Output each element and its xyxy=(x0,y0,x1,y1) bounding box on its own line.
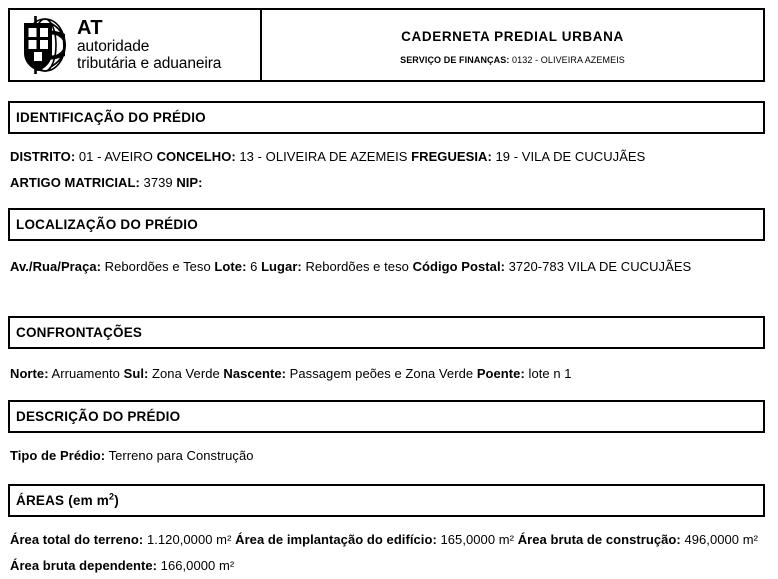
field-value-concelho: 13 - OLIVEIRA DE AZEMEIS xyxy=(235,149,412,164)
field-label-sul: Sul: xyxy=(123,366,149,381)
field-label-area-implantacao: Área de implantação do edifício: xyxy=(235,532,437,547)
field-label-lugar: Lugar: xyxy=(261,259,302,274)
section-title-areas-superscript: 2 xyxy=(108,491,115,502)
document-title: CADERNETA PREDIAL URBANA xyxy=(401,29,624,44)
field-label-tipo-predio: Tipo de Prédio: xyxy=(10,448,106,463)
field-label-area-total-terreno: Área total do terreno: xyxy=(10,532,144,547)
logo-line-at: AT xyxy=(77,16,103,39)
field-label-concelho: CONCELHO: xyxy=(156,149,236,164)
field-label-area-bruta-dependente: Área bruta dependente: xyxy=(10,558,158,573)
section-title-identificacao: IDENTIFICAÇÃO DO PRÉDIO xyxy=(16,110,206,125)
field-value-codigo-postal: 3720-783 VILA DE CUCUJÃES xyxy=(504,259,692,274)
header-title-cell xyxy=(262,10,763,80)
section-body-localizacao xyxy=(10,254,758,280)
section-body-descricao xyxy=(10,443,758,469)
document-header xyxy=(8,8,765,82)
finance-office-value: 0132 - OLIVEIRA AZEMEIS xyxy=(509,55,625,65)
field-value-sul: Zona Verde xyxy=(148,366,224,381)
text-line xyxy=(10,170,758,196)
field-value-rua: Rebordões e Teso xyxy=(101,259,215,274)
field-label-area-bruta-construcao: Área bruta de construção: xyxy=(517,532,681,547)
field-label-freguesia: FREGUESIA: xyxy=(411,149,492,164)
section-header-confrontacoes xyxy=(8,316,765,349)
finance-office-label: SERVIÇO DE FINANÇAS: xyxy=(400,55,510,65)
logo-line-tributaria: tributária e aduaneira xyxy=(77,54,222,72)
field-label-artigo-matricial: ARTIGO MATRICIAL: xyxy=(10,175,140,190)
field-label-poente: Poente: xyxy=(476,366,525,381)
section-title-areas xyxy=(16,493,119,508)
section-title-areas-tail: ) xyxy=(114,493,119,508)
field-value-area-bruta-dependente: 166,0000 m² xyxy=(157,558,235,573)
logo-line-autoridade: autoridade xyxy=(77,38,150,56)
field-value-norte: Arruamento xyxy=(48,366,124,381)
text-line xyxy=(10,443,758,469)
field-value-nascente: Passagem peões e Zona Verde xyxy=(286,366,477,381)
header-logo-wordmark xyxy=(77,18,221,72)
text-line xyxy=(10,144,758,170)
section-title-areas-text: ÁREAS (em m xyxy=(16,493,109,508)
field-value-tipo-predio: Terreno para Construção xyxy=(105,448,254,463)
field-value-poente: lote n 1 xyxy=(524,366,572,381)
portugal-shield-armillary-icon xyxy=(18,15,70,75)
section-body-identificacao xyxy=(10,144,758,196)
section-title-descricao: DESCRIÇÃO DO PRÉDIO xyxy=(16,409,181,424)
section-header-areas xyxy=(8,484,765,517)
field-value-area-implantacao: 165,0000 m² xyxy=(436,532,515,547)
field-label-nip: NIP: xyxy=(176,175,203,190)
section-header-descricao xyxy=(8,400,765,433)
field-label-distrito: DISTRITO: xyxy=(10,149,76,164)
field-label-nascente: Nascente: xyxy=(223,366,287,381)
section-title-localizacao: LOCALIZAÇÃO DO PRÉDIO xyxy=(16,217,198,232)
section-body-confrontacoes xyxy=(10,361,758,387)
field-value-distrito: 01 - AVEIRO xyxy=(75,149,157,164)
section-body-areas xyxy=(10,527,758,579)
field-label-codigo-postal: Código Postal: xyxy=(412,259,505,274)
section-header-localizacao xyxy=(8,208,765,241)
field-value-lote: 6 xyxy=(246,259,262,274)
field-value-lugar: Rebordões e teso xyxy=(301,259,413,274)
section-header-identificacao xyxy=(8,101,765,134)
header-logo-cell xyxy=(10,10,262,80)
text-line xyxy=(10,361,758,387)
field-value-area-bruta-construcao: 496,0000 m² xyxy=(680,532,759,547)
field-label-lote: Lote: xyxy=(214,259,247,274)
section-title-confrontacoes: CONFRONTAÇÕES xyxy=(16,325,143,340)
finance-office-line xyxy=(400,55,625,65)
text-line xyxy=(10,527,758,579)
field-label-norte: Norte: xyxy=(10,366,49,381)
field-value-freguesia: 19 - VILA DE CUCUJÃES xyxy=(491,149,646,164)
text-line xyxy=(10,254,758,280)
field-label-rua: Av./Rua/Praça: xyxy=(10,259,102,274)
field-value-area-total-terreno: 1.120,0000 m² xyxy=(143,532,232,547)
field-value-artigo-matricial: 3739 xyxy=(139,175,177,190)
